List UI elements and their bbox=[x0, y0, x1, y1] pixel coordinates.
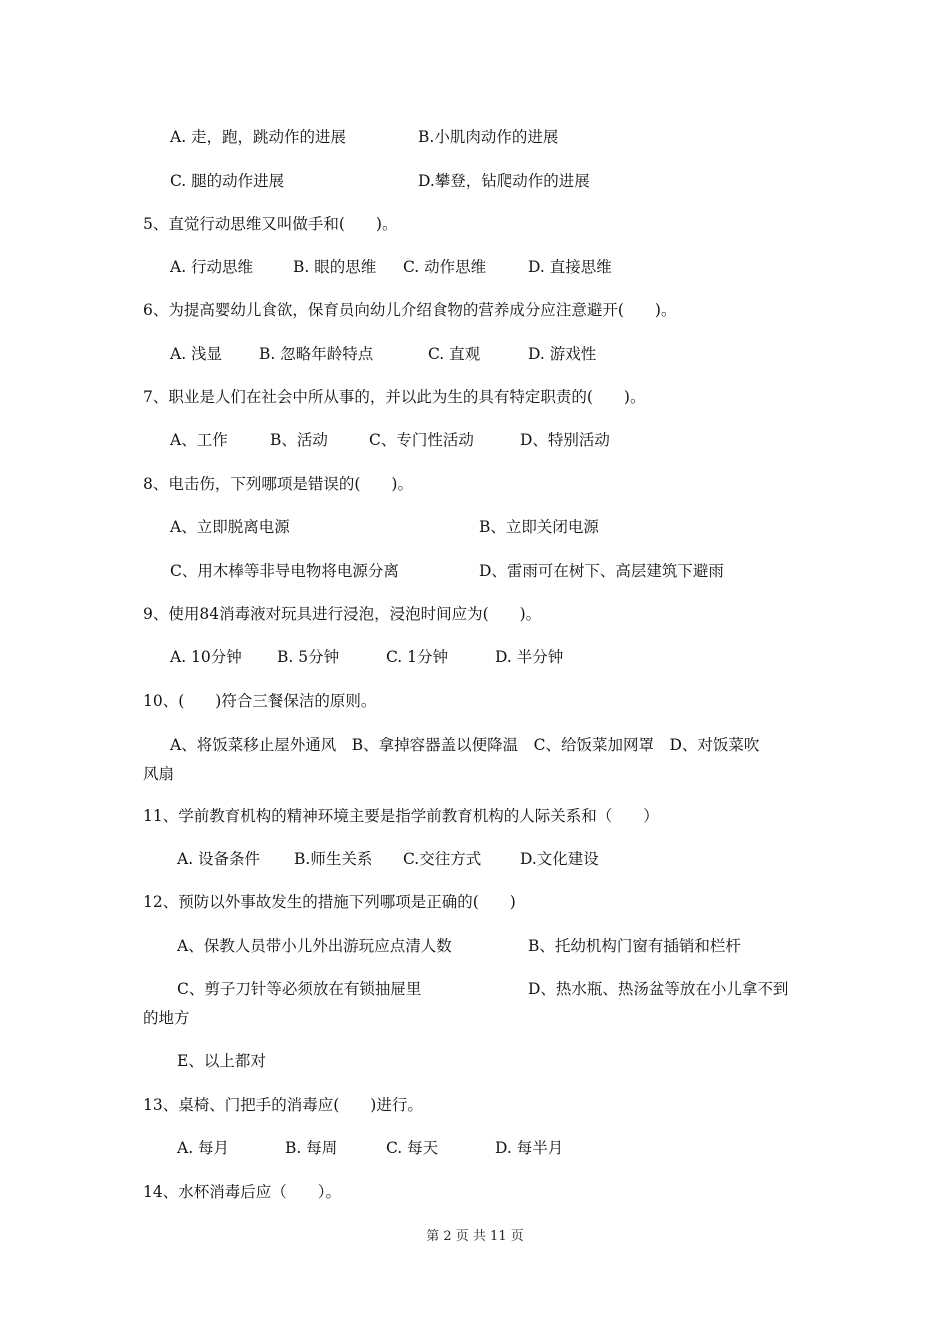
option-8a: A、立即脱离电源 bbox=[170, 518, 290, 536]
option-7a: A、工作 bbox=[170, 431, 228, 449]
option-12a: A、保教人员带小儿外出游玩应点清人数 bbox=[177, 937, 452, 955]
option-13c: C. 每天 bbox=[386, 1139, 439, 1157]
option-6d: D. 游戏性 bbox=[528, 345, 597, 363]
question-8: 8、电击伤，下列哪项是错误的( )。 bbox=[143, 475, 413, 493]
option-12d: D、热水瓶、热汤盆等放在小儿拿不到 bbox=[528, 980, 789, 998]
question-11: 11、学前教育机构的精神环境主要是指学前教育机构的人际关系和（ ） bbox=[143, 807, 659, 825]
option-5a: A. 行动思维 bbox=[170, 258, 254, 276]
option-7d: D、特别活动 bbox=[520, 431, 610, 449]
option-6c: C. 直观 bbox=[428, 345, 481, 363]
option-8d: D、雷雨可在树下、高层建筑下避雨 bbox=[479, 562, 724, 580]
option-9c: C. 1分钟 bbox=[386, 648, 449, 666]
question-7: 7、职业是人们在社会中所从事的，并以此为生的具有特定职责的( )。 bbox=[143, 388, 646, 406]
option-13d: D. 每半月 bbox=[495, 1139, 564, 1157]
question-9: 9、使用84消毒液对玩具进行浸泡，浸泡时间应为( )。 bbox=[143, 605, 542, 623]
option-11a: A. 设备条件 bbox=[177, 850, 261, 868]
option-4a: A. 走，跑，跳动作的进展 bbox=[170, 128, 347, 146]
question-6: 6、为提高婴幼儿食欲，保育员向幼儿介绍食物的营养成分应注意避开( )。 bbox=[143, 301, 677, 319]
option-4d: D.攀登，钻爬动作的进展 bbox=[418, 172, 590, 190]
option-7b: B、活动 bbox=[270, 431, 328, 449]
question-10: 10、( )符合三餐保洁的原则。 bbox=[143, 692, 377, 710]
options-10-wrap: 风扇 bbox=[143, 765, 175, 783]
option-9d: D. 半分钟 bbox=[495, 648, 564, 666]
option-12c: C、剪子刀针等必须放在有锁抽屉里 bbox=[177, 980, 422, 998]
page-footer: 第 2 页 共 11 页 bbox=[426, 1229, 524, 1244]
options-10: A、将饭菜移止屋外通风 B、拿掉容器盖以便降温 C、给饭菜加网罩 D、对饭菜吹 bbox=[170, 736, 760, 754]
option-6b: B. 忽略年龄特点 bbox=[259, 345, 374, 363]
option-11b: B.师生关系 bbox=[294, 850, 373, 868]
question-13: 13、桌椅、门把手的消毒应( )进行。 bbox=[143, 1096, 423, 1114]
option-4b: B.小肌肉动作的进展 bbox=[418, 128, 559, 146]
option-8b: B、立即关闭电源 bbox=[479, 518, 599, 536]
option-13b: B. 每周 bbox=[285, 1139, 338, 1157]
option-6a: A. 浅显 bbox=[170, 345, 223, 363]
option-12e: E、以上都对 bbox=[177, 1052, 266, 1070]
option-9a: A. 10分钟 bbox=[170, 648, 242, 666]
option-12d-wrap: 的地方 bbox=[143, 1009, 190, 1027]
option-9b: B. 5分钟 bbox=[277, 648, 340, 666]
option-5b: B. 眼的思维 bbox=[293, 258, 377, 276]
option-8c: C、用木棒等非导电物将电源分离 bbox=[170, 562, 399, 580]
option-4c: C. 腿的动作进展 bbox=[170, 172, 285, 190]
question-12: 12、预防以外事故发生的措施下列哪项是正确的( ) bbox=[143, 893, 516, 911]
question-14: 14、水杯消毒后应（ ）。 bbox=[143, 1183, 341, 1201]
question-5: 5、直觉行动思维又叫做手和( )。 bbox=[143, 215, 398, 233]
option-5c: C. 动作思维 bbox=[403, 258, 487, 276]
option-11d: D.文化建设 bbox=[520, 850, 599, 868]
option-11c: C.交往方式 bbox=[403, 850, 482, 868]
option-7c: C、专门性活动 bbox=[369, 431, 474, 449]
option-13a: A. 每月 bbox=[177, 1139, 230, 1157]
option-12b: B、托幼机构门窗有插销和栏杆 bbox=[528, 937, 741, 955]
option-5d: D. 直接思维 bbox=[528, 258, 612, 276]
